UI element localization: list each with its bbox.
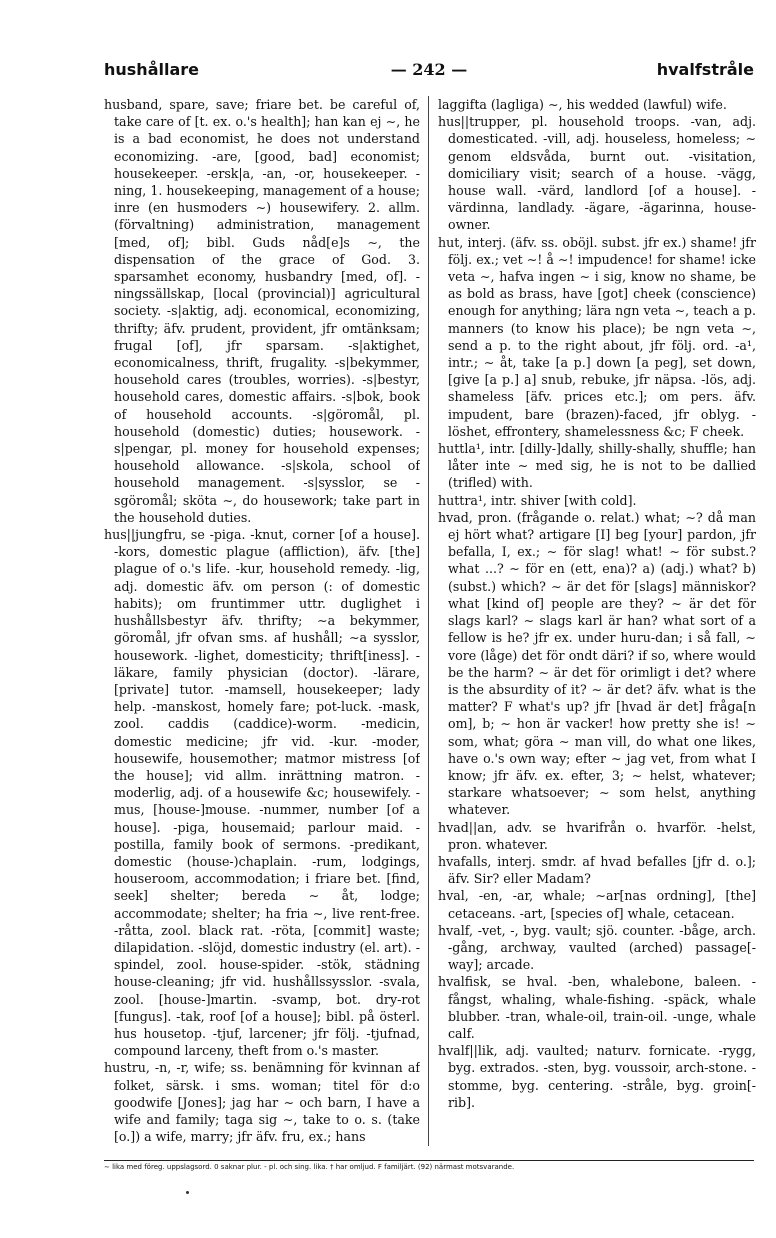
footer-rule: [104, 1160, 754, 1161]
entry-hustru: hustru, -n, -r, wife; ss. benämning för kvinnan af folket, särsk. i sms. woman; titel för d:o goodwife [Jones]; jag har ∼ och barn, I have a wife and family; taga sig ∼, take to o. s. (take [o.]) a wife, marry; jfr äfv. fru, ex.; hans: [104, 1060, 420, 1145]
entry-hushall-cont: husband, spare, save; friare bet. be careful of, take care of [t. ex. o.'s health]; han kan ej ∼, he is a bad economist, he does not understand economizing. -are, [good, bad] economist; housekeeper. -ersk|a, -an, -or, housekeeper. -ning, 1. housekeeping, management of a house; inre (en husmoders ∼) housewifery. 2. allm. (förvaltning) administration, management [med, of]; bibl. Guds nåd[e]s ∼, the dispensation of the grace of God. 3. sparsamhet economy, husbandry [med, of]. -ningssällskap, [local (provincial)] agricultural society. -s|aktig, adj. economical, economizing, thrifty; äfv. prudent, provident, jfr omtänksam; frugal [of], jfr sparsam. -s|aktighet, economicalness, thrift, frugality. -s|bekymmer, household cares (troubles, worries). -s|bestyr, household cares, domestic affairs. -s|bok, book of household accounts. -s|göromål, pl. household (domestic) duties; housework. -s|pengar, pl. money for household expenses; household allowance. -s|skola, school of household management. -s|sysslor, se -sgöromål; sköta ∼, do housework; take part in the household duties.: [104, 97, 420, 525]
entry-hvalf: hvalf, -vet, -, byg. vault; sjö. counter. -båge, arch. -gång, archway, vaulted (arched) passage[-way]; arcade.: [438, 922, 756, 973]
entry-hut: hut, interj. (äfv. ss. oböjl. subst. jfr ex.) shame! jfr följ. ex.; vet ∼! å ∼! impudence! for shame! icke veta ∼, hafva ingen ∼ i sig, know no shame, be as bold as brass, have [got] cheek (conscience) enough for anything; lära ngn veta ∼, teach a p. manners (to know his place); be ngn veta ∼, send a p. to the right about, jfr följ. ord. -a¹, intr.; ∼ åt, take [a p.] down [a peg], set down, [give [a p.] a] snub, rebuke, jfr näpsa. -lös, adj. shameless [äfv. prices etc.]; om pers. äfv. impudent, bare (brazen)-faced, jfr oblyg. -löshet, effrontery, shamelessness &c; F cheek.: [438, 234, 756, 439]
page-header: [104, 60, 754, 84]
entry-hvad: hvad, pron. (frågande o. relat.) what; ∼? då man ej hört what? artigare [I] beg [your] pardon, jfr befalla, I, ex.; ∼ för slag! what! ∼ för subst.? what ...? ∼ för en (ett, ena)? a) (adj.) what? b) (subst.) which? ∼ är det för [slags] människor? what [kind of] people are they? ∼ är det för slags karl? ∼ slags karl är han? what sort of a fellow is he? jfr ex. under huru-dan; i så fall, ∼ vore (låge) det för ondt däri? if so, where would be the harm? ∼ är det för orimligt i det? where is the absurdity of it? ∼ är det? äfv. what is the matter? F what's up? jfr [hvad är det] fråga[n om], b; ∼ hon är vacker! how pretty she is! ∼ som, what; göra ∼ man vill, do what one likes, have o.'s own way; efter ∼ jag vet, from what I know; jfr äfv. ex. efter, 3; ∼ helst, whatever; starkare whatsoever; ∼ som helst, anything whatever.: [438, 509, 756, 818]
column-divider: [428, 96, 429, 1146]
entry-huttra: huttra¹, intr. shiver [with cold].: [438, 492, 637, 508]
entry-laggifta-cont: laggifta (lagliga) ∼, his wedded (lawful) wife.: [438, 97, 727, 112]
speck-mark: [186, 1191, 189, 1194]
entry-husjungfru: hus||jungfru, se -piga. -knut, corner [of a house]. -kors, domestic plague (affliction), äfv. [the] plague of o.'s life. -kur, household remedy. -lig, adj. domestic äfv. om person (: of domestic habits); om fruntimmer uttr. duglighet i hushållsbestyr äfv. thrifty; ∼a bekymmer, göromål, jfr ofvan sms. af hushåll; ∼a sysslor, housework. -lighet, domesticity; thrift[iness]. -läkare, family physician (doctor). -lärare, [private] tutor. -mamsell, housekeeper; lady help. -manskost, homely fare; pot-luck. -mask, zool. caddis (caddice)-worm. -medicin, domestic medicine; jfr vid. -kur. -moder, housewife, housemother; matmor mistress [of the house]; vid allm. inrättning matron. -moderlig, adj. of a housewife &c; housewifely. -mus, [house-]mouse. -nummer, number [of a house]. -piga, housemaid; parlour maid. -postilla, family book of sermons. -predikant, domestic (house-)chaplain. -rum, lodgings, houseroom, accommodation; i friare bet. [find, seek] shelter; bereda ∼ åt, lodge; accommodate; shelter; ha fria ∼, live rent-free. -råtta, zool. black rat. -röta, [commit] waste; dilapidation. -slöjd, domestic industry (el. art). -spindel, zool. house-spider. -stök, städning house-cleaning; jfr vid. hushållssysslor. -svala, zool. [house-]martin. -svamp, bot. dry-rot [fungus]. -tak, roof [of a house]; bibl. på österl. hus housetop. -tjuf, larcener; jfr följ. -tjufnad, compound larceny, theft from o.'s master.: [104, 527, 420, 1059]
page-number: — 242 —: [390, 60, 468, 79]
left-column: [104, 96, 420, 1156]
entry-hvalflik: hvalf||lik, adj. vaulted; naturv. fornicate. -rygg, byg. extrados. -sten, byg. voussoir, arch-stone. -stomme, byg. centering. -stråle, byg. groin[-rib].: [438, 1043, 756, 1110]
entry-huttla: huttla¹, intr. [dilly-]dally, shilly-shally, shuffle; han låter inte ∼ med sig, he is not to be dallied (trifled) with.: [438, 441, 756, 491]
entry-hval: hval, -en, -ar, whale; ∼ar[nas ordning], [the] cetaceans. -art, [species of] whale, cetacean.: [438, 888, 756, 921]
header-left-word: hushållare: [104, 60, 199, 79]
right-column: [438, 96, 756, 1156]
header-right-word: hvalfstråle: [656, 60, 754, 79]
entry-hustrupper: hus||trupper, pl. household troops. -van, adj. domesticated. -vill, adj. houseless, homeless; ∼ genom eldsvåda, burnt out. -visitation, domiciliary visit; search of a house. -vägg, house wall. -värd, landlord [of a house]. -värdinna, landlady. -ägare, -ägarinna, house-owner.: [438, 114, 756, 233]
entry-hvadan: hvad||an, adv. se hvarifrån o. hvarför. -helst, pron. whatever.: [438, 819, 756, 852]
footer-legend: ∼ lika med föreg. uppslagsord. 0 saknar plur. - pl. och sing. lika. † har omljud. F familjärt. (92) närmast motsvarande.: [104, 1163, 515, 1171]
entry-hvalfisk: hvalfisk, se hval. -ben, whalebone, baleen. -fångst, whaling, whale-fishing. -späck, whale blubber. -tran, whale-oil, train-oil. -unge, whale calf.: [438, 974, 756, 1041]
entry-hvafalls: hvafalls, interj. smdr. af hvad befalles [jfr d. o.]; äfv. Sir? eller Madam?: [438, 853, 756, 887]
